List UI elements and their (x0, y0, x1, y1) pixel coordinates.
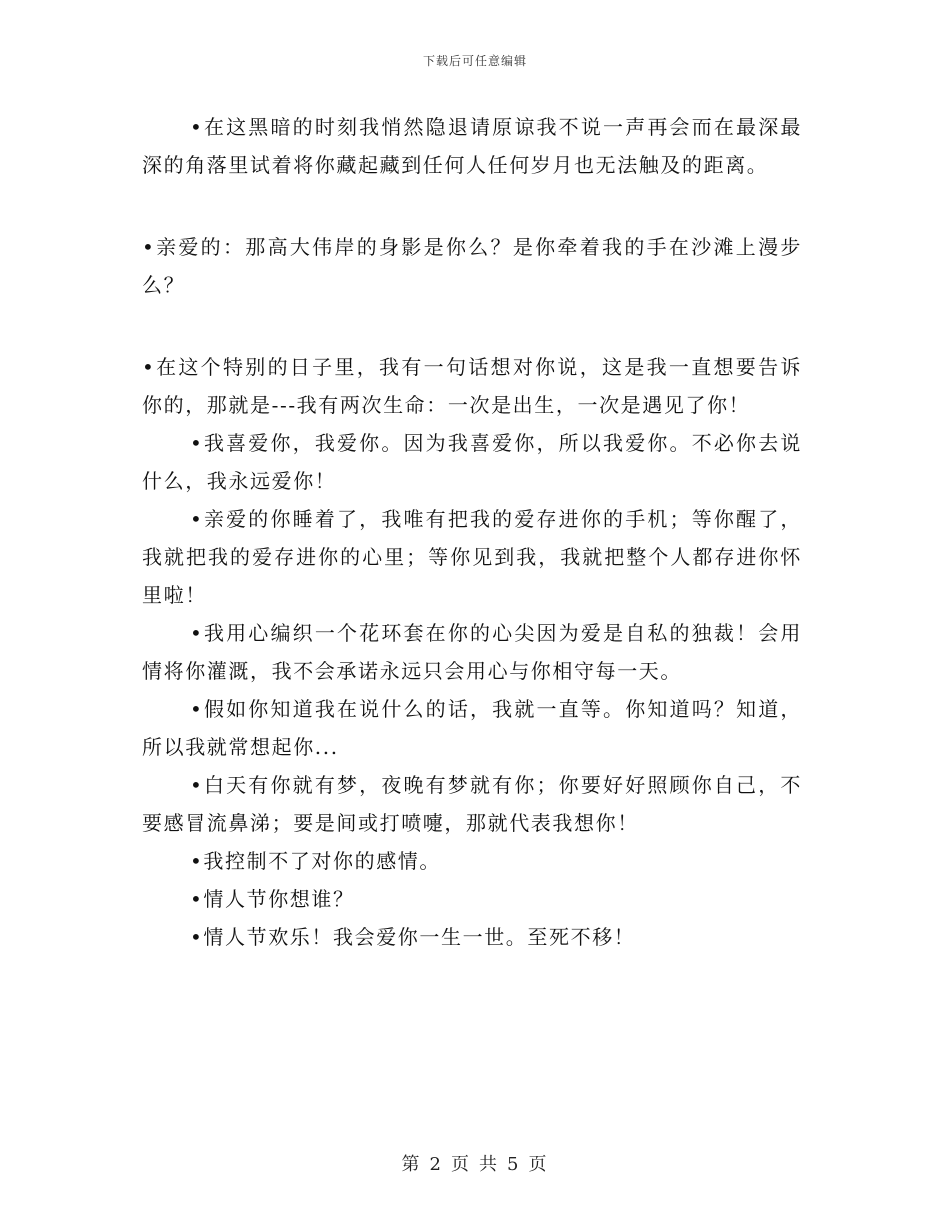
document-body (142, 108, 802, 956)
footer-page-word: 页 (451, 1154, 471, 1175)
paragraph-4: •我喜爱你，我爱你。因为我喜爱你，所以我爱你。不必你去说什么，我永远爱你！ (142, 431, 802, 493)
paragraph-11: •情人节欢乐！我会爱你一生一世。至死不移！ (190, 925, 636, 949)
paragraph-3: •在这个特别的日子里，我有一句话想对你说，这是我一直想要告诉你的，那就是---我有两次生命：一次是出生，一次是遇见了你！ (142, 355, 802, 417)
paragraph-5: •亲爱的你睡着了，我唯有把我的爱存进你的手机；等你醒了，我就把我的爱存进你的心里；等你见到我，我就把整个人都存进你怀里啦！ (142, 507, 802, 607)
paragraph-2: •亲爱的：那高大伟岸的身影是你么？是你牵着我的手在沙滩上漫步么？ (142, 235, 802, 297)
paragraph-9: •我控制不了对你的感情。 (190, 849, 441, 873)
paragraph-8: •白天有你就有梦，夜晚有梦就有你；你要好好照顾你自己，不要感冒流鼻涕；要是间或打喷嚏，那就代表我想你！ (142, 773, 802, 835)
footer-suffix: 页 (528, 1154, 549, 1175)
header-note: 下载后可任意编辑 (422, 54, 527, 68)
current-page-number: 2 (429, 1154, 443, 1175)
paragraph-7: •假如你知道我在说什么的话，我就一直等。你知道吗？知道，所以我就常想起你... (142, 697, 802, 759)
paragraph-10: •情人节你想谁？ (190, 887, 355, 911)
footer-total-word: 共 (479, 1154, 499, 1175)
total-pages-number: 5 (507, 1154, 521, 1175)
paragraph-6: •我用心编织一个花环套在你的心尖因为爱是自私的独裁！会用情将你灌溉，我不会承诺永远只会用心与你相守每一天。 (142, 621, 802, 683)
footer-prefix: 第 (401, 1154, 422, 1175)
paragraph-1: •在这黑暗的时刻我悄然隐退请原谅我不说一声再会而在最深最深的角落里试着将你藏起藏到任何人任何岁月也无法触及的距离。 (142, 115, 802, 177)
page-footer (0, 1150, 950, 1176)
